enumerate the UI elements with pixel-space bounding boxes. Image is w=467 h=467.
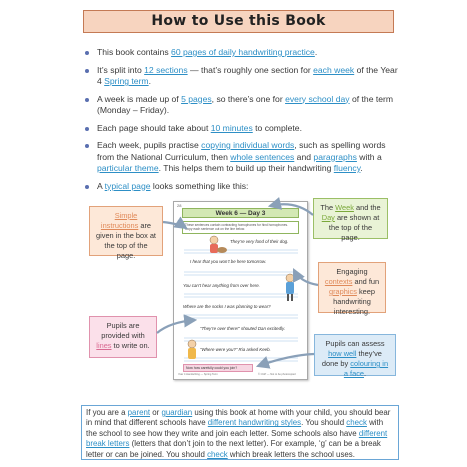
sample-footer-left: Year 4 Handwriting — Spring Term <box>178 373 218 376</box>
sample-page <box>173 201 308 380</box>
sample-footer-right: © CGP — Not to be photocopied <box>258 373 296 376</box>
sample-self-assess-box: Now how carefully could you join? <box>183 364 253 372</box>
sample-line-5: “They’re over there!” shouted Dan excitedly. <box>200 326 286 331</box>
sample-page-graphics <box>174 202 307 379</box>
bullet-week-pages: A week is made up of 5 pages, so there’s one for every school day of the term (Monday – Friday). <box>83 94 403 117</box>
callout-engaging: Engaging contexts and fun graphics keep handwriting interesting. <box>318 262 386 313</box>
bullet-sections: It’s split into 12 sections — that’s roughly one section for each week of the Year 4 Spring term. <box>83 65 403 88</box>
sample-line-2: I hear that you won’t be here tomorrow. <box>190 259 267 264</box>
parent-guardian-note: If you are a parent or guardian using this book at home with your child, you should bear in mind that different schools have different handwriting styles. You should check with the school to see how they write and join each letter. Some schools also have different break letters (letters that don’t join to the next letter). For example, ‘g’ can be a break letter or can be joined. You should check which break letters the school uses. <box>81 405 399 460</box>
sample-line-1: They’re very fond of their dog. <box>230 239 289 244</box>
sample-page-header: Week 6 — Day 3 <box>182 208 299 218</box>
bullet-typical-page: A typical page looks something like this: <box>83 181 403 193</box>
bullet-practice: Each week, pupils practise copying individual words, such as spelling words from the National Curriculum, then whole sentences and paragraphs with a particular theme. This helps them to build up their handwriting fluency. <box>83 140 403 175</box>
callout-assess: Pupils can assess how well they’ve done by colouring in a face. <box>314 334 396 376</box>
intro-bullet-list <box>83 47 403 198</box>
sample-line-4: Where are the socks I was planning to wear? <box>183 304 271 309</box>
cartoon-figure-top <box>210 236 227 253</box>
sample-instruction-box: These sentences contain contracting homophones for hind homophones. Copy each sentence out on the line below. <box>182 221 299 234</box>
sample-page-number: 28 <box>177 203 182 208</box>
sample-line-3: You can’t hear anything from over here. <box>183 283 260 288</box>
link-text: 60 pages of daily handwriting practice <box>171 47 315 57</box>
page-title: How to Use this Book <box>83 10 394 33</box>
callout-lines: Pupils are provided with lines to write on. <box>89 316 157 358</box>
callout-instructions: Simple instructions are given in the box at the top of the page. <box>89 206 163 256</box>
callout-week-day: The Week and the Day are shown at the top of the page. <box>313 198 388 239</box>
bullet-book-contents: This book contains 60 pages of daily handwriting practice. <box>83 47 403 59</box>
bullet-time: Each page should take about 10 minutes to complete. <box>83 123 403 135</box>
cartoon-figure-bottom <box>188 340 196 359</box>
sample-line-6: “Where were you?” Ria asked Keeb. <box>200 347 271 352</box>
